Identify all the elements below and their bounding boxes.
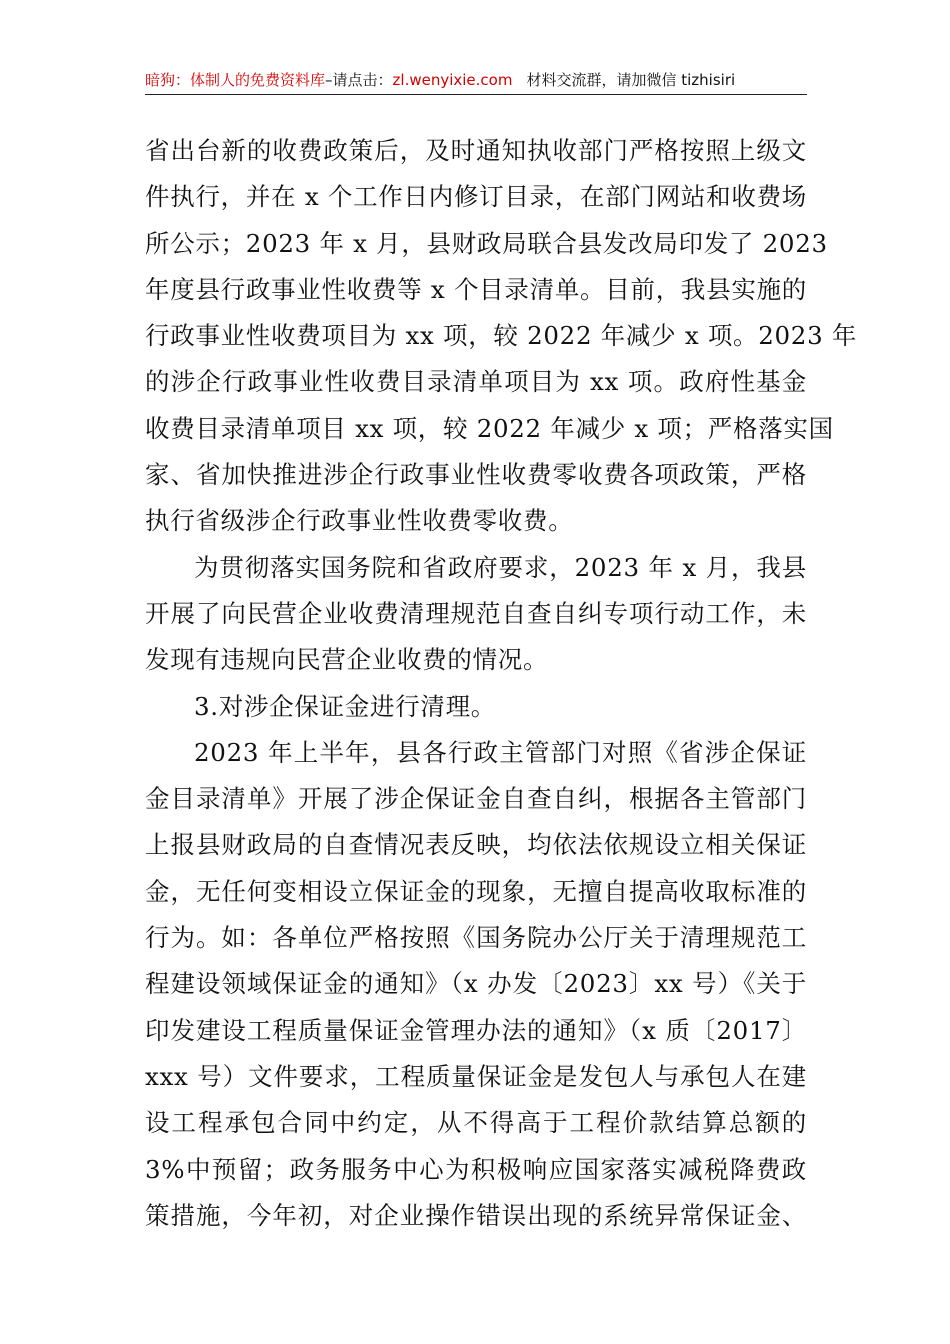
header-site-name: 暗狗：体制人的免费资料库 xyxy=(145,71,326,89)
document-body xyxy=(145,128,858,1239)
text-line: 印发建设工程质量保证金管理办法的通知》（x 质〔2017〕 xyxy=(145,1015,807,1045)
text-line: 设工程承包合同中约定，从不得高于工程价款结算总额的 xyxy=(145,1108,807,1138)
header-click-prompt: –请点击： xyxy=(325,71,393,89)
text-line: 金目录清单》开展了涉企保证金自查自纠，根据各主管部门 xyxy=(145,784,807,814)
text-line: 所公示；2023 年 x 月，县财政局联合县发改局印发了 2023 xyxy=(145,228,828,258)
paragraph-first-line: 为贯彻落实国务院和省政府要求，2023 年 x 月，我县 xyxy=(194,552,807,582)
text-line: 策措施，今年初，对企业操作错误出现的系统异常保证金、 xyxy=(145,1200,807,1230)
text-line: 行政事业性收费项目为 xx 项，较 2022 年减少 x 项。2023 年 xyxy=(145,321,858,351)
page-header xyxy=(145,68,807,95)
text-line: 家、省加快推进涉企行政事业性收费零收费各项政策，严格 xyxy=(145,460,807,490)
text-line: xxx 号）文件要求，工程质量保证金是发包人与承包人在建 xyxy=(145,1061,807,1091)
text-line: 开展了向民营企业收费清理规范自查自纠专项行动工作，未 xyxy=(145,598,807,628)
text-line: 行为。如：各单位严格按照《国务院办公厅关于清理规范工 xyxy=(145,923,807,953)
header-url-link[interactable]: zl.wenyixie.com xyxy=(392,71,513,89)
header-group-note: 材料交流群，请加微信 tizhisiri xyxy=(526,71,736,89)
text-line: 年度县行政事业性收费等 x 个目录清单。目前，我县实施的 xyxy=(145,274,807,304)
text-line: 收费目录清单项目 xx 项，较 2022 年减少 x 项；严格落实国 xyxy=(145,413,834,443)
text-line: 上报县财政局的自查情况表反映，均依法依规设立相关保证 xyxy=(145,830,807,860)
text-line: 程建设领域保证金的通知》（x 办发〔2023〕xx 号）《关于 xyxy=(145,969,807,999)
text-line: 件执行，并在 x 个工作日内修订目录，在部门网站和收费场 xyxy=(145,182,807,212)
text-line: 3%中预留；政务服务中心为积极响应国家落实减税降费政 xyxy=(145,1154,807,1184)
text-line: 的涉企行政事业性收费目录清单项目为 xx 项。政府性基金 xyxy=(145,367,807,397)
text-line: 省出台新的收费政策后，及时通知执收部门严格按照上级文 xyxy=(145,136,807,165)
section-heading: 3.对涉企保证金进行清理。 xyxy=(194,691,496,721)
paragraph-first-line: 2023 年上半年，县各行政主管部门对照《省涉企保证 xyxy=(194,737,807,767)
text-line: 执行省级涉企行政事业性收费零收费。 xyxy=(145,506,574,536)
text-line: 金，无任何变相设立保证金的现象，无擅自提高收取标准的 xyxy=(145,876,807,906)
text-line: 发现有违规向民营企业收费的情况。 xyxy=(145,645,549,675)
